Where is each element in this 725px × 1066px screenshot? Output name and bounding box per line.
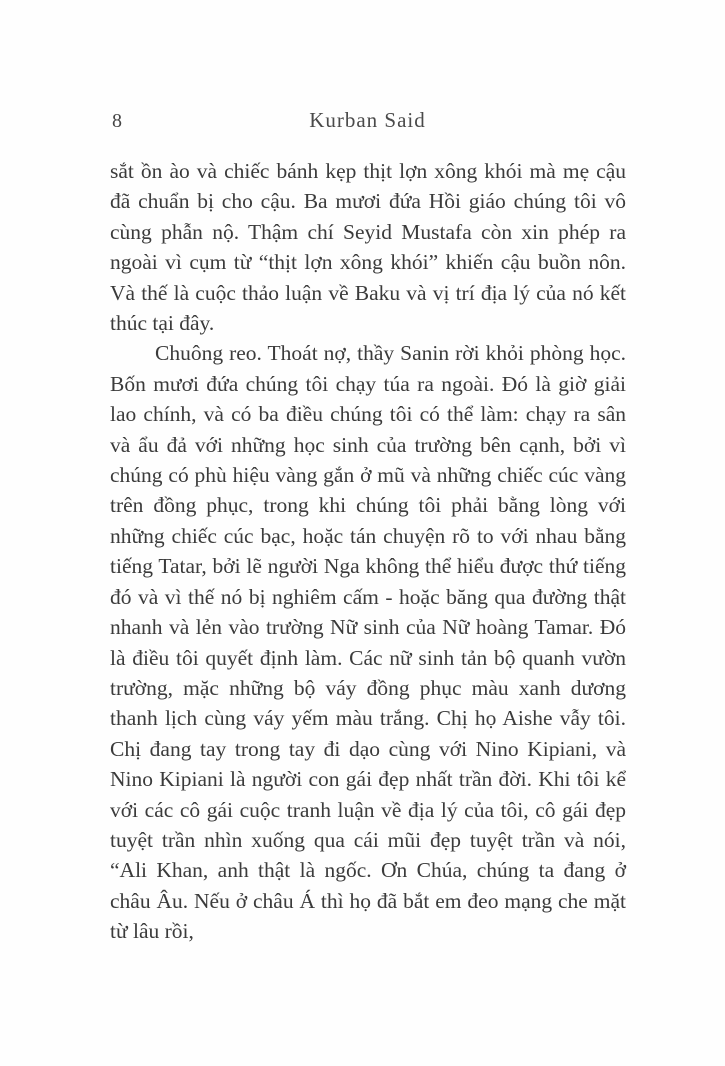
- paragraph-1: sắt ồn ào và chiếc bánh kẹp thịt lợn xông khói mà mẹ cậu đã chuẩn bị cho cậu. Ba mươi đứa Hồi giáo chúng tôi vô cùng phẫn nộ. Thậm chí Seyid Mustafa còn xin phép ra ngoài vì cụm từ “thịt lợn xông khói” khiến cậu buồn nôn. Và thế là cuộc thảo luận về Baku và vị trí địa lý của nó kết thúc tại đây.: [110, 159, 626, 336]
- body-text: [110, 156, 626, 947]
- page-number: 8: [112, 110, 123, 132]
- running-head-title: Kurban Said: [309, 108, 426, 132]
- paragraph-2: Chuông reo. Thoát nợ, thầy Sanin rời khỏi phòng học. Bốn mươi đứa chúng tôi chạy túa ra ngoài. Đó là giờ giải lao chính, và có ba điều chúng tôi có thể làm: chạy ra sân và ẩu đả với những học sinh của trường bên cạnh, bởi vì chúng có phù hiệu vàng gắn ở mũ và những chiếc cúc vàng trên đồng phục, trong khi chúng tôi phải bằng lòng với những chiếc cúc bạc, hoặc tán chuyện rõ to với nhau bằng tiếng Tatar, bởi lẽ người Nga không thể hiểu được thứ tiếng đó và vì thế nó bị nghiêm cấm - hoặc băng qua đường thật nhanh và lẻn vào trường Nữ sinh của Nữ hoàng Tamar. Đó là điều tôi quyết định làm. Các nữ sinh tản bộ quanh vườn trường, mặc những bộ váy đồng phục màu xanh dương thanh lịch cùng váy yếm màu trắng. Chị họ Aishe vẫy tôi. Chị đang tay trong tay đi dạo cùng với Nino Kipiani, và Nino Kipiani là người con gái đẹp nhất trần đời. Khi tôi kể với các cô gái cuộc tranh luận về địa lý của tôi, cô gái đẹp tuyệt trần nhìn xuống qua cái mũi đẹp tuyệt trần và nói, “Ali Khan, anh thật là ngốc. Ơn Chúa, chúng ta đang ở châu Âu. Nếu ở châu Á thì họ đã bắt em đeo mạng che mặt từ lâu rồi,: [110, 341, 626, 944]
- running-header: [110, 108, 625, 136]
